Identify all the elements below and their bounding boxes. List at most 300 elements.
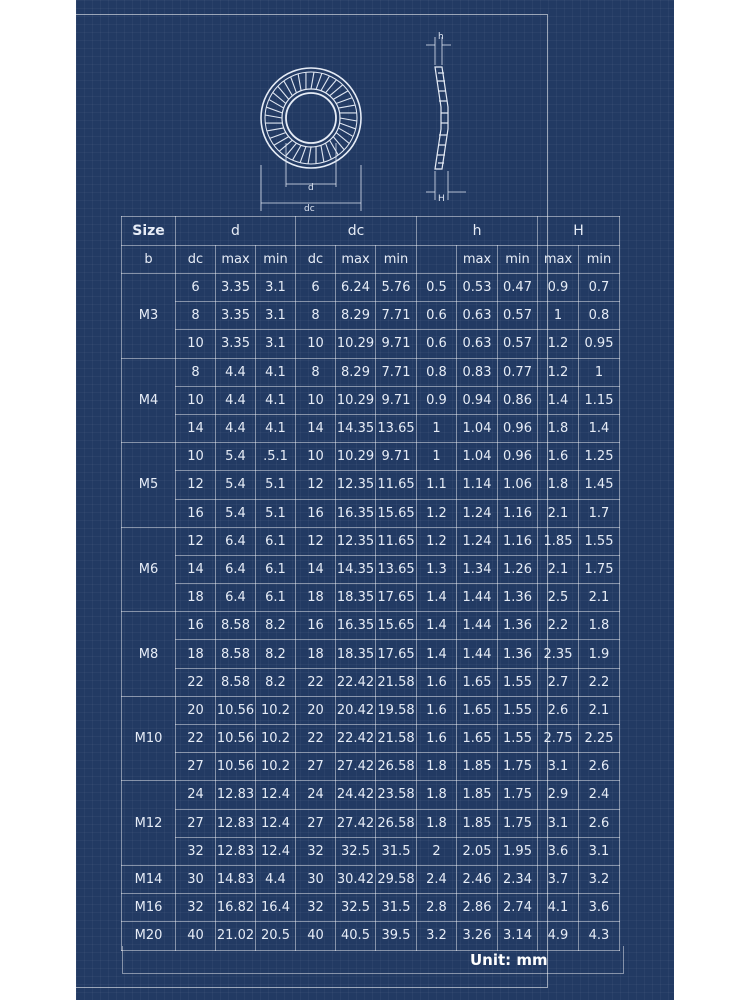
- value-cell: 2: [417, 837, 457, 865]
- value-cell: 11.65: [376, 471, 417, 499]
- value-cell: 18: [296, 640, 336, 668]
- value-cell: 14.35: [336, 555, 376, 583]
- value-cell: 12: [176, 471, 216, 499]
- value-cell: 1.6: [538, 443, 579, 471]
- value-cell: 30: [296, 865, 336, 893]
- value-cell: 4.1: [256, 414, 296, 442]
- value-cell: 8.58: [216, 668, 256, 696]
- value-cell: 7.71: [376, 358, 417, 386]
- value-cell: 1: [417, 414, 457, 442]
- value-cell: 2.1: [579, 696, 620, 724]
- value-cell: 20.42: [336, 696, 376, 724]
- value-cell: 2.6: [538, 696, 579, 724]
- value-cell: 16.4: [256, 894, 296, 922]
- value-cell: 3.1: [256, 330, 296, 358]
- value-cell: 1.9: [579, 640, 620, 668]
- dim-h-label: h: [438, 32, 444, 42]
- value-cell: 1.2: [417, 527, 457, 555]
- value-cell: 14.83: [216, 865, 256, 893]
- value-cell: 0.5: [417, 274, 457, 302]
- value-cell: 1.2: [538, 330, 579, 358]
- value-cell: 0.96: [498, 443, 538, 471]
- value-cell: 1.75: [498, 781, 538, 809]
- value-cell: 3.1: [579, 837, 620, 865]
- value-cell: 22: [296, 668, 336, 696]
- value-cell: 5.1: [256, 499, 296, 527]
- value-cell: 2.75: [538, 725, 579, 753]
- header-row-main: [122, 217, 620, 246]
- value-cell: 1.2: [417, 499, 457, 527]
- value-cell: 3.1: [256, 302, 296, 330]
- value-cell: 1.16: [498, 499, 538, 527]
- subheader-cell: min: [256, 246, 296, 274]
- value-cell: 16: [296, 499, 336, 527]
- size-cell: M14: [122, 865, 176, 893]
- value-cell: 12.4: [256, 809, 296, 837]
- serration-tooth: [340, 118, 357, 121]
- value-cell: 1.55: [498, 668, 538, 696]
- value-cell: 1.75: [498, 809, 538, 837]
- value-cell: 1.65: [457, 668, 498, 696]
- serration-tooth: [308, 147, 311, 164]
- subheader-cell: min: [498, 246, 538, 274]
- table-row: [122, 865, 620, 893]
- value-cell: 39.5: [376, 922, 417, 950]
- value-cell: 10.29: [336, 443, 376, 471]
- value-cell: 4.3: [579, 922, 620, 950]
- value-cell: 1.8: [538, 471, 579, 499]
- value-cell: 5.1: [256, 471, 296, 499]
- value-cell: 14.35: [336, 414, 376, 442]
- value-cell: 8: [176, 358, 216, 386]
- subheader-cell: min: [579, 246, 620, 274]
- value-cell: 1.2: [538, 358, 579, 386]
- value-cell: 2.4: [417, 865, 457, 893]
- value-cell: 1.6: [417, 696, 457, 724]
- value-cell: 2.9: [538, 781, 579, 809]
- value-cell: 0.47: [498, 274, 538, 302]
- value-cell: 1.8: [579, 612, 620, 640]
- table-row: [122, 414, 620, 442]
- value-cell: 8.29: [336, 302, 376, 330]
- value-cell: 0.57: [498, 330, 538, 358]
- value-cell: 27: [176, 753, 216, 781]
- value-cell: 12: [296, 527, 336, 555]
- value-cell: 1.75: [498, 753, 538, 781]
- table-row: [122, 809, 620, 837]
- value-cell: 19.58: [376, 696, 417, 724]
- value-cell: 0.8: [417, 358, 457, 386]
- value-cell: 5.4: [216, 471, 256, 499]
- value-cell: 15.65: [376, 499, 417, 527]
- value-cell: 3.2: [579, 865, 620, 893]
- value-cell: 27: [296, 809, 336, 837]
- value-cell: 1.85: [457, 809, 498, 837]
- value-cell: 3.14: [498, 922, 538, 950]
- serration-tooth: [338, 102, 355, 111]
- value-cell: 20.5: [256, 922, 296, 950]
- value-cell: 3.1: [256, 274, 296, 302]
- table-row: [122, 471, 620, 499]
- value-cell: 2.5: [538, 584, 579, 612]
- value-cell: 1.85: [538, 527, 579, 555]
- value-cell: 13.65: [376, 555, 417, 583]
- value-cell: 2.1: [538, 499, 579, 527]
- value-cell: 1.06: [498, 471, 538, 499]
- value-cell: 10: [176, 386, 216, 414]
- value-cell: 8: [176, 302, 216, 330]
- value-cell: 1.8: [417, 809, 457, 837]
- value-cell: 14: [176, 555, 216, 583]
- size-cell: M10: [122, 696, 176, 781]
- value-cell: 0.63: [457, 330, 498, 358]
- table-row: [122, 443, 620, 471]
- value-cell: 2.34: [498, 865, 538, 893]
- value-cell: 1.25: [579, 443, 620, 471]
- value-cell: 16.35: [336, 612, 376, 640]
- value-cell: 27: [296, 753, 336, 781]
- value-cell: 15.65: [376, 612, 417, 640]
- value-cell: 1.55: [498, 725, 538, 753]
- value-cell: 1.36: [498, 640, 538, 668]
- value-cell: 1.34: [457, 555, 498, 583]
- value-cell: 0.6: [417, 330, 457, 358]
- serration-tooth: [340, 110, 357, 116]
- size-cell: M5: [122, 443, 176, 528]
- washer-front-view: [261, 68, 361, 168]
- value-cell: 0.7: [579, 274, 620, 302]
- value-cell: 14: [176, 414, 216, 442]
- value-cell: 1.24: [457, 527, 498, 555]
- value-cell: 8.2: [256, 612, 296, 640]
- value-cell: 17.65: [376, 640, 417, 668]
- value-cell: 6.4: [216, 584, 256, 612]
- value-cell: 32: [176, 894, 216, 922]
- value-cell: 21.58: [376, 668, 417, 696]
- value-cell: 10.56: [216, 753, 256, 781]
- serration-tooth: [266, 107, 283, 113]
- value-cell: 10.56: [216, 725, 256, 753]
- value-cell: 0.6: [417, 302, 457, 330]
- value-cell: 2.4: [579, 781, 620, 809]
- table-row: [122, 837, 620, 865]
- washer-side-view: [435, 67, 448, 169]
- value-cell: 16: [176, 499, 216, 527]
- subheader-cell: max: [336, 246, 376, 274]
- value-cell: 3.26: [457, 922, 498, 950]
- value-cell: 12.83: [216, 809, 256, 837]
- value-cell: 6.4: [216, 555, 256, 583]
- value-cell: 2.2: [579, 668, 620, 696]
- value-cell: 1.44: [457, 612, 498, 640]
- value-cell: 17.65: [376, 584, 417, 612]
- value-cell: 3.2: [417, 922, 457, 950]
- value-cell: 2.46: [457, 865, 498, 893]
- value-cell: 32: [296, 837, 336, 865]
- value-cell: 3.6: [579, 894, 620, 922]
- value-cell: 2.6: [579, 753, 620, 781]
- value-cell: 1.8: [417, 753, 457, 781]
- value-cell: 18: [176, 640, 216, 668]
- value-cell: .5.1: [256, 443, 296, 471]
- value-cell: 32.5: [336, 894, 376, 922]
- value-cell: 1.55: [498, 696, 538, 724]
- value-cell: 8.2: [256, 640, 296, 668]
- washer-spec-table: [121, 216, 620, 951]
- size-cell: M6: [122, 527, 176, 612]
- dim-H-label: H: [438, 194, 445, 204]
- value-cell: 0.96: [498, 414, 538, 442]
- size-cell: M8: [122, 612, 176, 697]
- value-cell: 0.95: [579, 330, 620, 358]
- value-cell: 26.58: [376, 809, 417, 837]
- value-cell: 12.4: [256, 781, 296, 809]
- table-row: [122, 725, 620, 753]
- value-cell: 3.35: [216, 302, 256, 330]
- size-cell: M20: [122, 922, 176, 950]
- value-cell: 12.35: [336, 471, 376, 499]
- value-cell: 27.42: [336, 753, 376, 781]
- value-cell: 1.36: [498, 612, 538, 640]
- value-cell: 1.04: [457, 414, 498, 442]
- table-row: [122, 330, 620, 358]
- value-cell: 4.1: [538, 894, 579, 922]
- serration-tooth: [265, 120, 282, 126]
- value-cell: 3.1: [538, 753, 579, 781]
- header-d: d: [176, 217, 296, 246]
- value-cell: 6.4: [216, 527, 256, 555]
- value-cell: 22: [176, 668, 216, 696]
- value-cell: 12.83: [216, 781, 256, 809]
- value-cell: 4.1: [256, 386, 296, 414]
- value-cell: 20: [296, 696, 336, 724]
- serration-tooth: [300, 146, 306, 163]
- value-cell: 16: [296, 612, 336, 640]
- value-cell: 0.63: [457, 302, 498, 330]
- subheader-cell: b: [122, 246, 176, 274]
- serration-tooth: [318, 145, 327, 162]
- value-cell: 22.42: [336, 668, 376, 696]
- value-cell: 2.2: [538, 612, 579, 640]
- value-cell: 1.14: [457, 471, 498, 499]
- value-cell: 20: [176, 696, 216, 724]
- value-cell: 1.65: [457, 696, 498, 724]
- value-cell: 22: [296, 725, 336, 753]
- value-cell: 1.55: [579, 527, 620, 555]
- value-cell: 21.58: [376, 725, 417, 753]
- serration-tooth: [339, 123, 356, 129]
- value-cell: 2.35: [538, 640, 579, 668]
- value-cell: 2.74: [498, 894, 538, 922]
- value-cell: 11.65: [376, 527, 417, 555]
- value-cell: 2.86: [457, 894, 498, 922]
- value-cell: 18.35: [336, 584, 376, 612]
- table-row: [122, 584, 620, 612]
- value-cell: 1.44: [457, 640, 498, 668]
- value-cell: 1.45: [579, 471, 620, 499]
- value-cell: 3.7: [538, 865, 579, 893]
- value-cell: 1.85: [457, 753, 498, 781]
- value-cell: 4.4: [216, 386, 256, 414]
- value-cell: 32: [296, 894, 336, 922]
- value-cell: 1.6: [417, 725, 457, 753]
- value-cell: 2.6: [579, 809, 620, 837]
- size-cell: M3: [122, 274, 176, 359]
- value-cell: 40.5: [336, 922, 376, 950]
- value-cell: 29.58: [376, 865, 417, 893]
- value-cell: 2.7: [538, 668, 579, 696]
- value-cell: 1: [579, 358, 620, 386]
- value-cell: 22.42: [336, 725, 376, 753]
- header-dc: dc: [296, 217, 417, 246]
- value-cell: 18: [176, 584, 216, 612]
- value-cell: 13.65: [376, 414, 417, 442]
- value-cell: 12.4: [256, 837, 296, 865]
- value-cell: 9.71: [376, 330, 417, 358]
- value-cell: 10: [296, 386, 336, 414]
- value-cell: 10: [296, 330, 336, 358]
- value-cell: 6.1: [256, 527, 296, 555]
- table-row: [122, 640, 620, 668]
- subheader-cell: max: [457, 246, 498, 274]
- value-cell: 10.2: [256, 696, 296, 724]
- value-cell: 2.1: [579, 584, 620, 612]
- value-cell: 12: [176, 527, 216, 555]
- serration-tooth: [265, 115, 282, 118]
- value-cell: 5.4: [216, 443, 256, 471]
- value-cell: 3.35: [216, 274, 256, 302]
- value-cell: 3.35: [216, 330, 256, 358]
- header-size: Size: [122, 217, 176, 246]
- value-cell: 3.1: [538, 809, 579, 837]
- value-cell: 10.29: [336, 330, 376, 358]
- subheader-cell: max: [538, 246, 579, 274]
- table-row: [122, 527, 620, 555]
- size-cell: M12: [122, 781, 176, 866]
- serration-tooth: [267, 125, 284, 134]
- value-cell: 0.8: [579, 302, 620, 330]
- table-row: [122, 555, 620, 583]
- value-cell: 2.25: [579, 725, 620, 753]
- value-cell: 0.86: [498, 386, 538, 414]
- subheader-cell: min: [376, 246, 417, 274]
- value-cell: 4.9: [538, 922, 579, 950]
- table-row: [122, 358, 620, 386]
- subheader-cell: dc: [176, 246, 216, 274]
- value-cell: 26.58: [376, 753, 417, 781]
- value-cell: 0.83: [457, 358, 498, 386]
- value-cell: 10.56: [216, 696, 256, 724]
- value-cell: 4.4: [216, 358, 256, 386]
- header-H: H: [538, 217, 620, 246]
- value-cell: 14: [296, 555, 336, 583]
- value-cell: 1.04: [457, 443, 498, 471]
- value-cell: 1.36: [498, 584, 538, 612]
- value-cell: 10.29: [336, 386, 376, 414]
- value-cell: 12.83: [216, 837, 256, 865]
- value-cell: 0.77: [498, 358, 538, 386]
- value-cell: 16.35: [336, 499, 376, 527]
- value-cell: 6.1: [256, 555, 296, 583]
- value-cell: 10.2: [256, 753, 296, 781]
- value-cell: 12.35: [336, 527, 376, 555]
- value-cell: 7.71: [376, 302, 417, 330]
- value-cell: 40: [296, 922, 336, 950]
- side-dimension-lines: [426, 37, 466, 200]
- value-cell: 10.2: [256, 725, 296, 753]
- value-cell: 1.44: [457, 584, 498, 612]
- value-cell: 5.4: [216, 499, 256, 527]
- value-cell: 2.1: [538, 555, 579, 583]
- subheader-cell: dc: [296, 246, 336, 274]
- value-cell: 32: [176, 837, 216, 865]
- value-cell: 18.35: [336, 640, 376, 668]
- table-footer: [122, 946, 624, 974]
- value-cell: 10: [296, 443, 336, 471]
- value-cell: 30: [176, 865, 216, 893]
- value-cell: 1: [538, 302, 579, 330]
- value-cell: 24: [296, 781, 336, 809]
- value-cell: 6.1: [256, 584, 296, 612]
- value-cell: 1.7: [579, 499, 620, 527]
- value-cell: 21.02: [216, 922, 256, 950]
- dim-dc-label: dc: [304, 204, 315, 214]
- header-h: h: [417, 217, 538, 246]
- table-row: [122, 668, 620, 696]
- value-cell: 6: [176, 274, 216, 302]
- value-cell: 10: [176, 443, 216, 471]
- value-cell: 1.1: [417, 471, 457, 499]
- value-cell: 6: [296, 274, 336, 302]
- table-row: [122, 386, 620, 414]
- value-cell: 8.58: [216, 640, 256, 668]
- value-cell: 16: [176, 612, 216, 640]
- value-cell: 1.24: [457, 499, 498, 527]
- value-cell: 9.71: [376, 443, 417, 471]
- value-cell: 8: [296, 358, 336, 386]
- table-row: [122, 612, 620, 640]
- dim-d-label: d: [308, 183, 314, 193]
- value-cell: 6.24: [336, 274, 376, 302]
- value-cell: 1.8: [417, 781, 457, 809]
- value-cell: 4.4: [256, 865, 296, 893]
- serration-tooth: [303, 72, 309, 89]
- value-cell: 3.6: [538, 837, 579, 865]
- value-cell: 32.5: [336, 837, 376, 865]
- table-row: [122, 753, 620, 781]
- value-cell: 16.82: [216, 894, 256, 922]
- value-cell: 27.42: [336, 809, 376, 837]
- value-cell: 40: [176, 922, 216, 950]
- table-row: [122, 274, 620, 302]
- table-row: [122, 302, 620, 330]
- value-cell: 4.4: [216, 414, 256, 442]
- subheader-cell: [417, 246, 457, 274]
- value-cell: 1: [417, 443, 457, 471]
- serration-tooth: [316, 73, 322, 90]
- subheader-cell: max: [216, 246, 256, 274]
- value-cell: 24: [176, 781, 216, 809]
- serration-tooth: [311, 72, 314, 89]
- value-cell: 5.76: [376, 274, 417, 302]
- value-cell: 1.6: [417, 668, 457, 696]
- value-cell: 10: [176, 330, 216, 358]
- value-cell: 14: [296, 414, 336, 442]
- value-cell: 8.58: [216, 612, 256, 640]
- value-cell: 24.42: [336, 781, 376, 809]
- value-cell: 8.29: [336, 358, 376, 386]
- value-cell: 9.71: [376, 386, 417, 414]
